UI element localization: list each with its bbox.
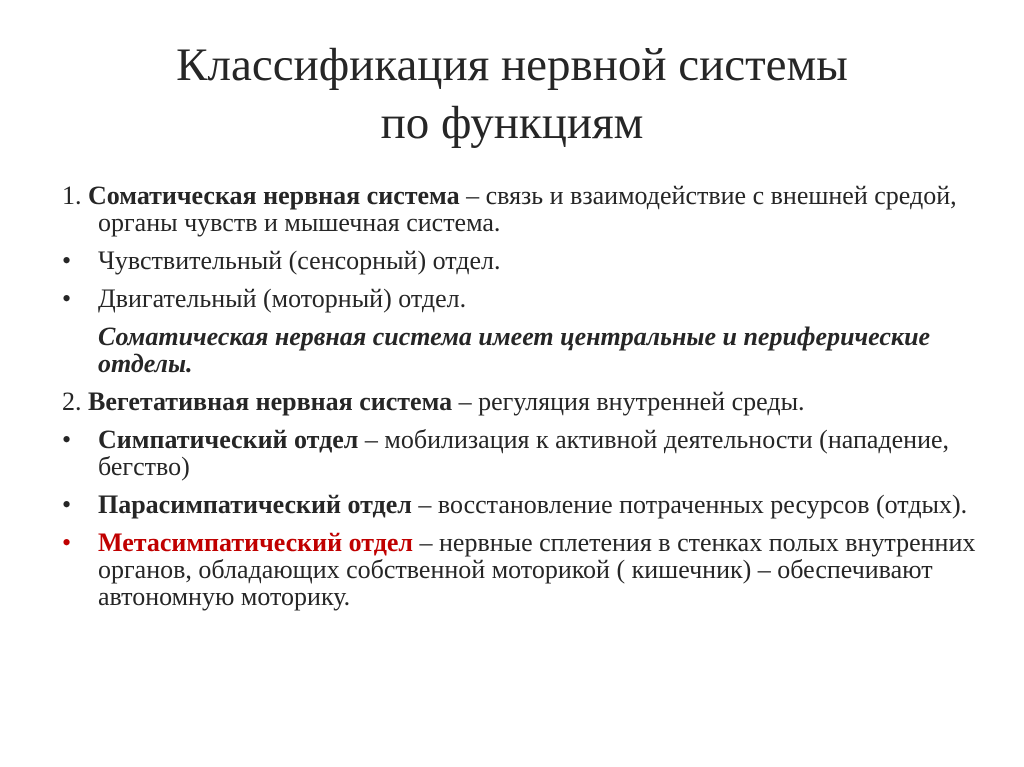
slide-content <box>62 182 982 621</box>
list-item-sympathetic <box>62 426 982 480</box>
slide-title-line-2: по функциям <box>380 97 644 149</box>
slide-title <box>0 36 1024 152</box>
list-item-metasympathetic <box>62 529 982 610</box>
section-description: – регуляция внутренней среды. <box>452 387 805 416</box>
bullet-icon: • <box>62 284 72 313</box>
list-item-text: – нервные сплетения в стенках полых внутренних органов, обладающих собственной моторикой ( кишечник) – обеспечивают автономную моторику. <box>98 528 976 611</box>
section-heading: Соматическая нервная система <box>88 181 460 210</box>
list-item-parasympathetic <box>62 491 982 518</box>
list-item-text: – мобилизация к активной деятельности (нападение, бегство) <box>98 425 950 481</box>
section-somatic <box>62 182 982 236</box>
list-item-text: – восстановление потраченных ресурсов (отдых). <box>411 490 968 519</box>
section-vegetative <box>62 388 982 415</box>
somatic-note <box>62 323 982 377</box>
bullet-icon: • <box>62 490 72 519</box>
section-description: – связь и взаимодействие с внешней средой, органы чувств и мышечная система. <box>98 181 957 237</box>
bullet-icon: • <box>62 425 72 454</box>
section-number: 1. <box>62 181 88 210</box>
list-item-heading: Метасимпатический отдел <box>98 528 413 557</box>
list-item-motor <box>62 285 982 312</box>
list-item-heading: Симпатический отдел <box>98 425 359 454</box>
somatic-note-text: Соматическая нервная система имеет центральные и периферические отделы. <box>98 322 931 378</box>
list-item-heading: Парасимпатический отдел <box>98 490 412 519</box>
slide-title-line-1: Классификация нервной системы <box>176 39 848 91</box>
section-number: 2. <box>62 387 88 416</box>
bullet-icon: • <box>62 246 72 275</box>
list-item-sensory <box>62 247 982 274</box>
list-item-text: Двигательный (моторный) отдел. <box>98 284 467 313</box>
list-item-text: Чувствительный (сенсорный) отдел. <box>98 246 501 275</box>
section-heading: Вегетативная нервная система <box>88 387 453 416</box>
bullet-icon: • <box>62 528 72 557</box>
